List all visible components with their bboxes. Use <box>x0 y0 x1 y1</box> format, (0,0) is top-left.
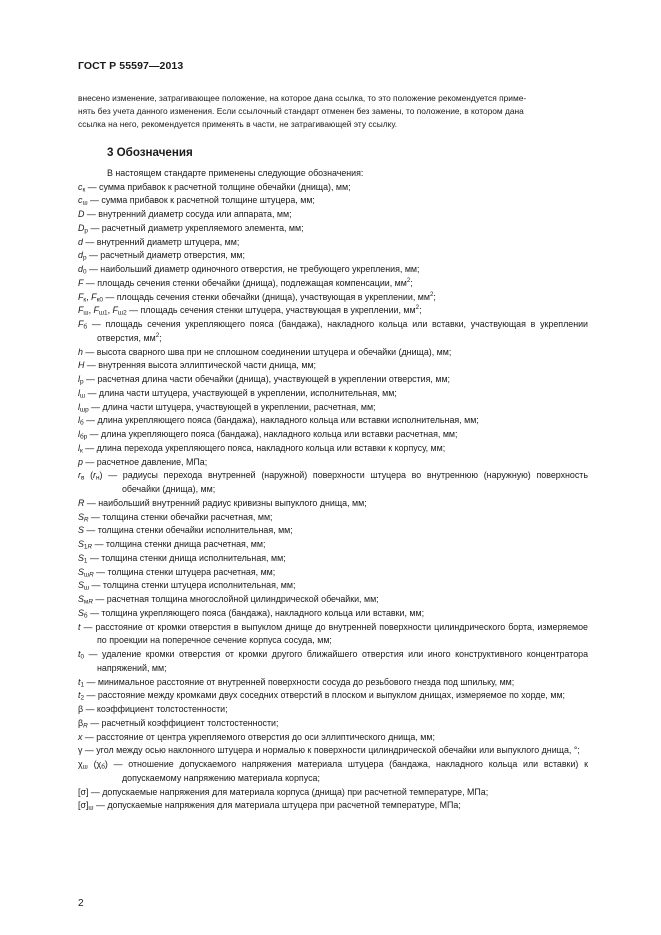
symbol: $S_{мR}$ <box>78 594 93 606</box>
symbol: $l_{бр}$ <box>78 429 88 441</box>
definition-R <box>78 497 588 511</box>
definition-text: — минимальное расстояние от внутренней поверхности сосуда до резьбового гнезда под шпильку, мм; <box>86 676 515 687</box>
definition-text: — площадь сечения стенки штуцера, участвующая в укреплении, мм <box>129 305 416 316</box>
definition-text: — площадь сечения стенки обечайки (днища), подлежащая компенсации, мм <box>85 277 407 288</box>
intro-line: внесено изменение, затрагивающее положение, на которое дана ссылка, то это положение рекомендуется приме- <box>78 93 527 103</box>
definition-text: — толщина стенки штуцера расчетная, мм; <box>96 566 276 577</box>
definition-S <box>78 524 588 538</box>
definition-text: — расстояние между кромками двух соседних отверстий в плоском и выпуклом днищах, измеряемое по хорде, мм; <box>86 690 566 701</box>
symbol: β <box>78 704 84 714</box>
symbol: h <box>78 346 83 357</box>
definition-lsh <box>78 387 588 401</box>
definition-text: — высота сварного шва при не сплошном соединении штуцера и обечайки (днища), мм; <box>85 346 452 357</box>
symbol: $c_к$ <box>78 181 86 193</box>
definition-text: — толщина укрепляющего пояса (бандажа), накладного кольца или вставки, мм; <box>90 607 425 618</box>
definition-d <box>78 236 588 250</box>
definition-Fsh: $F_ш$, $F_{ш1}$, $F_{ш2}$ — площадь сечения стенки штуцера, участвующая в укреплении, $мм^2$; <box>78 304 422 317</box>
definition-h <box>78 346 588 360</box>
definition-text: — расчетная длина части обечайки (днища), участвующей в укреплении отверстия, мм; <box>86 374 451 384</box>
definition-p <box>78 456 588 470</box>
definition-t <box>78 621 588 649</box>
symbol: $l_р$ <box>78 374 84 386</box>
definition-text: — отношение допускаемого напряжения материала штуцера (бандажа, накладного кольца или вставки) к допускаемому напряжению материала корпуса; <box>113 759 588 783</box>
definition-Ssh <box>78 579 588 593</box>
definition-ck <box>78 181 588 195</box>
symbol: $l_к$ <box>78 442 83 455</box>
definition-text: — толщина стенки днища исполнительная, мм; <box>89 552 286 563</box>
definition-text: — допускаемые напряжения для материала корпуса (днища) при расчетной температуре, МПа; <box>90 786 489 797</box>
symbol: $S_{шR}$ <box>78 566 94 578</box>
definition-SshR <box>78 566 588 580</box>
definition-S1R <box>78 538 588 552</box>
definition-d0 <box>78 263 588 277</box>
definition-Dp <box>78 222 588 236</box>
symbol: γ <box>78 745 83 756</box>
definition-text: — удаление кромки отверстия от кромки другого ближайшего отверстия или иного конструктивного концентратора напряжений, мм; <box>88 649 589 673</box>
definition-csh <box>78 194 588 208</box>
definition-lshp <box>78 401 588 415</box>
definition-text: — толщина стенки обечайки расчетная, мм; <box>91 511 273 522</box>
definition-Sb <box>78 607 588 621</box>
definition-text: — площадь сечения стенки обечайки (днища), участвующая в укреплении, мм <box>105 291 430 302</box>
symbol: F <box>78 277 84 288</box>
symbol: d <box>78 236 83 247</box>
symbol: [σ] <box>78 786 89 797</box>
definition-S1 <box>78 552 588 566</box>
symbol: $S_ш$ <box>78 580 90 592</box>
definition-lp <box>78 373 588 387</box>
definition-text: — сумма прибавок к расчетной толщине штуцера, мм; <box>90 195 315 206</box>
symbol: $F_ш$, $F_{ш1}$, $F_{ш2}$ <box>78 305 127 317</box>
symbol: R <box>78 497 85 508</box>
symbol: p <box>78 456 83 467</box>
definition-text: — длина перехода укрепляющего пояса, накладного кольца или вставки к корпусу, мм; <box>85 442 446 453</box>
definition-F: F — площадь сечения стенки обечайки (днища), подлежащая компенсации, $мм^2$; <box>78 276 413 288</box>
definition-text: — площадь сечения укрепляющего пояса (бандажа), накладного кольца или вставки, участвующая в укреплении отверстия, мм <box>91 319 589 343</box>
symbol: S <box>78 525 84 536</box>
definition-text: — длина части штуцера, участвующей в укреплении, расчетная, мм; <box>91 401 376 412</box>
definition-text: — расчетный диаметр укрепляемого элемента, мм; <box>90 222 304 233</box>
page-number: 2 <box>78 898 84 909</box>
definition-text: — расчетный коэффициент толстостенности; <box>90 717 279 728</box>
intro-paragraph <box>78 92 586 132</box>
definition-t0 <box>78 648 588 676</box>
definition-text: — расстояние от центра укрепляемого отверстия до оси эллиптического днища, мм; <box>84 731 435 742</box>
definition-text: — допускаемые напряжения для материала штуцера при расчетной температуре, МПа; <box>96 800 461 811</box>
definition-text: — внутренняя высота эллиптической части днища, мм; <box>86 360 317 371</box>
symbol: D <box>78 209 85 219</box>
definition-text: — внутренний диаметр сосуда или аппарата, мм; <box>86 209 292 219</box>
symbol: $t_1$ <box>78 676 85 688</box>
definition-D <box>78 208 588 222</box>
intro-line: нять без учета данного изменения. Если ссылочный стандарт отменен без замены, то положение, в котором дана <box>78 106 524 117</box>
definition-lk <box>78 442 588 456</box>
intro-line: ссылка на него, рекомендуется применять в части, не затрагивающей эту ссылку. <box>78 119 398 130</box>
definition-text: — коэффициент толстостенности; <box>85 704 228 714</box>
symbol: $S_б$ <box>78 607 88 620</box>
symbol: $t_2$ <box>78 690 85 702</box>
definition-text: — наибольший внутренний радиус кривизны выпуклого днища, мм; <box>86 497 367 508</box>
symbol: $F_б$ <box>78 319 88 331</box>
definition-t1 <box>78 676 588 690</box>
definition-sigma <box>78 786 588 800</box>
symbol: $d_0$ <box>78 264 87 276</box>
symbol: $[\sigma]_ш$ <box>78 800 94 812</box>
definition-text: — длина укрепляющего пояса (бандажа), накладного кольца или вставки исполнительная, мм; <box>86 415 479 426</box>
section-lead: В настоящем стандарте применены следующие обозначения: <box>107 168 364 178</box>
symbol: x <box>78 731 83 742</box>
definition-lbp <box>78 428 588 442</box>
definition-t2 <box>78 689 588 703</box>
definition-text: — расчетное давление, МПа; <box>85 456 208 467</box>
symbol: $d_р$ <box>78 250 87 262</box>
symbol: t <box>78 621 81 632</box>
definition-SmR <box>78 593 588 607</box>
definition-text: — наибольший диаметр одиночного отверстия, не требующего укрепления, мм; <box>88 264 420 274</box>
symbol: $D_р$ <box>78 222 88 235</box>
definition-text: — длина укрепляющего пояса (бандажа), накладного кольца или вставки расчетная, мм; <box>89 429 458 439</box>
definition-text: — сумма прибавок к расчетной толщине обечайки (днища), мм; <box>87 181 351 192</box>
symbol: $l_{шр}$ <box>78 401 89 413</box>
definition-dp <box>78 249 588 263</box>
symbol: $S_1$ <box>78 552 88 565</box>
definition-Fb: $F_б$ — площадь сечения укрепляющего пояса (бандажа), накладного кольца или вставки, участвующая в укреплении отверстия, $мм^2$; <box>78 319 589 343</box>
symbol: H <box>78 360 85 371</box>
symbol: $l_ш$ <box>78 387 86 400</box>
definition-text: — толщина стенки днища расчетная, мм; <box>94 539 266 549</box>
definition-text: — радиусы перехода внутренней (наружной) поверхности штуцера во внутреннюю (наружную) поверхность обечайки (днища), мм; <box>108 470 588 494</box>
definition-Fk: $F_к$, $F_{к0}$ — площадь сечения стенки обечайки (днища), участвующая в укреплении, $мм^2$; <box>78 290 436 303</box>
symbol: $\beta_R$ <box>78 717 88 730</box>
definition-text: — внутренний диаметр штуцера, мм; <box>85 236 240 247</box>
symbol: $\chi_ш$ $(\chi_б)$ <box>78 759 108 771</box>
definition-text: — расчетная толщина многослойной цилиндрической обечайки, мм; <box>95 594 379 604</box>
definition-chi <box>78 758 588 786</box>
definition-betaR <box>78 717 588 731</box>
definition-text: — толщина стенки обечайки исполнительная, мм; <box>86 525 293 536</box>
symbol: $r_в$ $(r_н)$ <box>78 470 103 482</box>
definitions-list <box>78 181 588 814</box>
definition-text: — длина части штуцера, участвующей в укреплении, исполнительная, мм; <box>87 387 397 398</box>
symbol: $c_ш$ <box>78 195 88 207</box>
symbol: $F_к$, $F_{к0}$ <box>78 291 103 303</box>
symbol: $l_б$ <box>78 415 84 427</box>
definition-text: — угол между осью наклонного штуцера и нормалью к поверхности цилиндрической обечайки или выпуклого днища, °; <box>84 745 580 756</box>
definition-text: — толщина стенки штуцера исполнительная, мм; <box>91 580 296 591</box>
definition-lb <box>78 414 588 428</box>
section-title: 3 Обозначения <box>107 146 193 159</box>
definition-rv <box>78 469 588 497</box>
definition-x <box>78 731 588 745</box>
symbol: $S_R$ <box>78 511 89 523</box>
definition-SR <box>78 511 588 525</box>
symbol: $S_{1R}$ <box>78 539 93 551</box>
definition-sigmash <box>78 799 588 813</box>
document-header: ГОСТ Р 55597—2013 <box>78 60 184 72</box>
definition-text: — расстояние от кромки отверстия в выпуклом днище до внутренней поверхности цилиндрического борта, измеряемое по проекции на поперечное сечение корпуса сосуда, мм; <box>83 621 588 646</box>
definition-H <box>78 359 588 373</box>
definition-beta <box>78 703 588 717</box>
definition-gamma <box>78 744 588 758</box>
symbol: $t_0$ <box>78 649 85 661</box>
definition-text: — расчетный диаметр отверстия, мм; <box>88 250 245 261</box>
